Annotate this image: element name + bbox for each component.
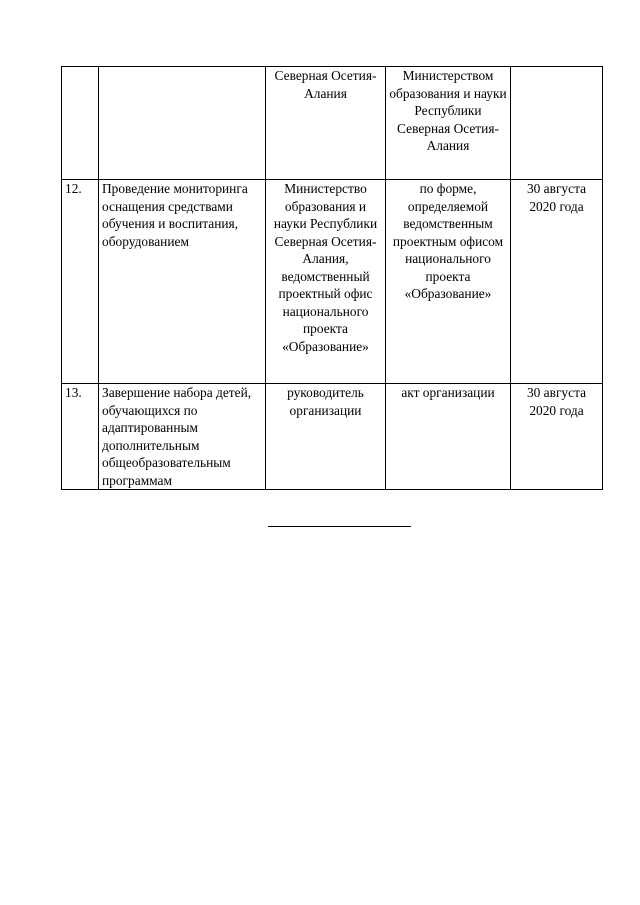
event-cell: Проведение мониторинга оснащения средствами обучения и воспитания, оборудованием	[99, 180, 266, 384]
completion-form-cell: акт организации	[386, 384, 511, 490]
table-row	[62, 67, 603, 180]
responsible-cell: Северная Осетия-Алания	[266, 67, 386, 180]
responsible-cell: Министерство образования и науки Республики Северная Осетия-Алания, ведомственный проектный офис национального проекта «Образование»	[266, 180, 386, 384]
table-row	[62, 180, 603, 384]
table-row	[62, 384, 603, 490]
deadline-cell	[511, 67, 603, 180]
event-cell: Завершение набора детей, обучающихся по адаптированным дополнительным общеобразовательным программам	[99, 384, 266, 490]
end-of-document-rule	[268, 526, 411, 527]
deadline-cell: 30 августа 2020 года	[511, 384, 603, 490]
deadline-cell: 30 августа 2020 года	[511, 180, 603, 384]
row-number-cell: 13.	[62, 384, 99, 490]
completion-form-cell: Министерством образования и науки Республики Северная Осетия-Алания	[386, 67, 511, 180]
completion-form-cell: по форме, определяемой ведомственным проектным офисом национального проекта «Образование»	[386, 180, 511, 384]
responsible-cell: руководитель организации	[266, 384, 386, 490]
row-number-cell: 12.	[62, 180, 99, 384]
row-number-cell	[62, 67, 99, 180]
event-cell	[99, 67, 266, 180]
event-plan-table	[61, 66, 603, 490]
